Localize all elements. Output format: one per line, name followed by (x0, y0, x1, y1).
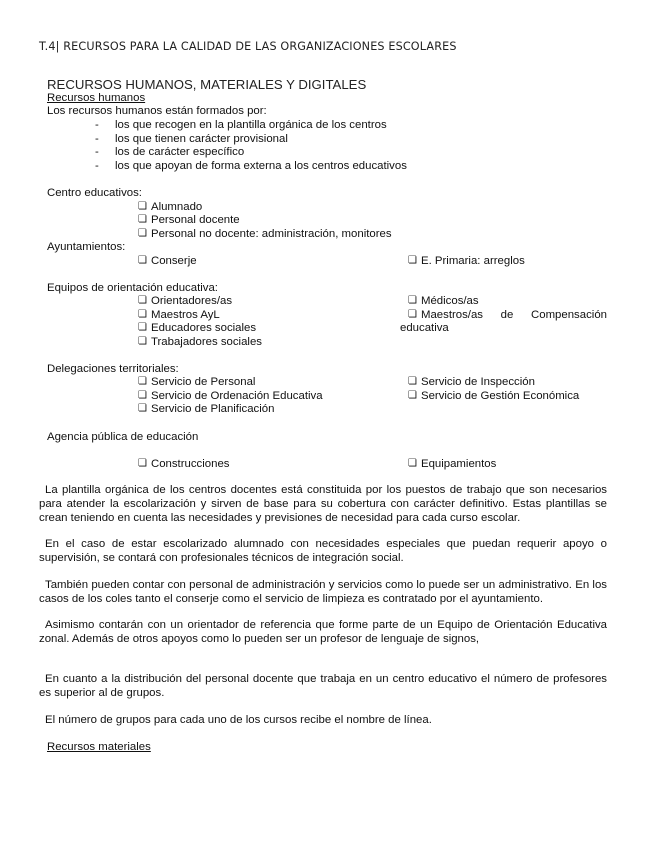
list-item: ❏ Servicio de Inspección (408, 375, 535, 390)
list-item: ❏ Maestros AyL (138, 308, 220, 323)
ayuntamientos-label: Ayuntamientos: (47, 241, 126, 253)
paragraph: Asimismo contarán con un orientador de referencia que forme parte de un Equipo de Orientación Educativa zonal. Además de otros apoyos como lo pueden ser un profesor de lenguaje de signos, (39, 619, 607, 645)
human-resources-heading: Recursos humanos (47, 92, 146, 104)
list-item: - los de carácter específico (95, 146, 245, 158)
list-item: ❏ E. Primaria: arreglos (408, 254, 525, 269)
paragraph: El número de grupos para cada uno de los cursos recibe el nombre de línea. (45, 714, 432, 726)
human-resources-intro: Los recursos humanos están formados por: (47, 105, 267, 117)
list-item: ❏ Médicos/as (408, 294, 479, 309)
list-item: ❏ Trabajadores sociales (138, 335, 262, 350)
paragraph: La plantilla orgánica de los centros docentes está constituida por los puestos de trabajo que son necesarios para atender la escolarización y sirven de base para su cobertura con carácter definitivo. Estas plantillas se crean teniendo en cuenta las necesidades y previsiones de necesidad para cada curso escolar. (39, 484, 607, 524)
delegaciones-label: Delegaciones territoriales: (47, 363, 179, 375)
list-item: - los que recogen en la plantilla orgánica de los centros (95, 119, 387, 131)
list-item: ❏ Servicio de Ordenación Educativa (138, 389, 323, 404)
list-item-continuation: educativa (400, 322, 449, 334)
centros-label: Centro educativos: (47, 187, 142, 199)
list-item: - los que apoyan de forma externa a los centros educativos (95, 160, 407, 172)
section-title: RECURSOS HUMANOS, MATERIALES Y DIGITALES (47, 77, 367, 92)
list-item: ❏ Servicio de Personal (138, 375, 255, 390)
paragraph: En el caso de estar escolarizado alumnado con necesidades especiales que puedan requerir apoyo o supervisión, se contará con profesionales técnicos de integración social. (39, 538, 607, 564)
list-item: ❏ Personal docente (138, 213, 240, 228)
materials-heading: Recursos materiales (47, 741, 151, 753)
equipos-label: Equipos de orientación educativa: (47, 282, 218, 294)
list-item: ❏ Equipamientos (408, 457, 496, 472)
page-title: T.4| RECURSOS PARA LA CALIDAD DE LAS ORGANIZACIONES ESCOLARES (39, 40, 457, 53)
list-item: ❏ Servicio de Gestión Económica (408, 389, 579, 404)
list-item: ❏ Orientadores/as (138, 294, 232, 309)
list-item: ❏ Conserje (138, 254, 197, 269)
agencia-label: Agencia pública de educación (47, 431, 199, 443)
paragraph: En cuanto a la distribución del personal docente que trabaja en un centro educativo el número de profesores es superior al de grupos. (39, 673, 607, 699)
list-item: ❏ Maestros/as de Compensación (408, 308, 607, 323)
paragraph: También pueden contar con personal de administración y servicios como lo puede ser un administrativo. En los casos de los coles tanto el conserje como el servicio de limpieza es contratado por el ayuntamiento. (39, 579, 607, 605)
list-item: ❏ Servicio de Planificación (138, 402, 274, 417)
list-item: ❏ Educadores sociales (138, 321, 256, 336)
list-item: ❏ Personal no docente: administración, monitores (138, 227, 392, 242)
list-item: ❏ Construcciones (138, 457, 229, 472)
list-item: - los que tienen carácter provisional (95, 133, 288, 145)
list-item: ❏ Alumnado (138, 200, 202, 215)
